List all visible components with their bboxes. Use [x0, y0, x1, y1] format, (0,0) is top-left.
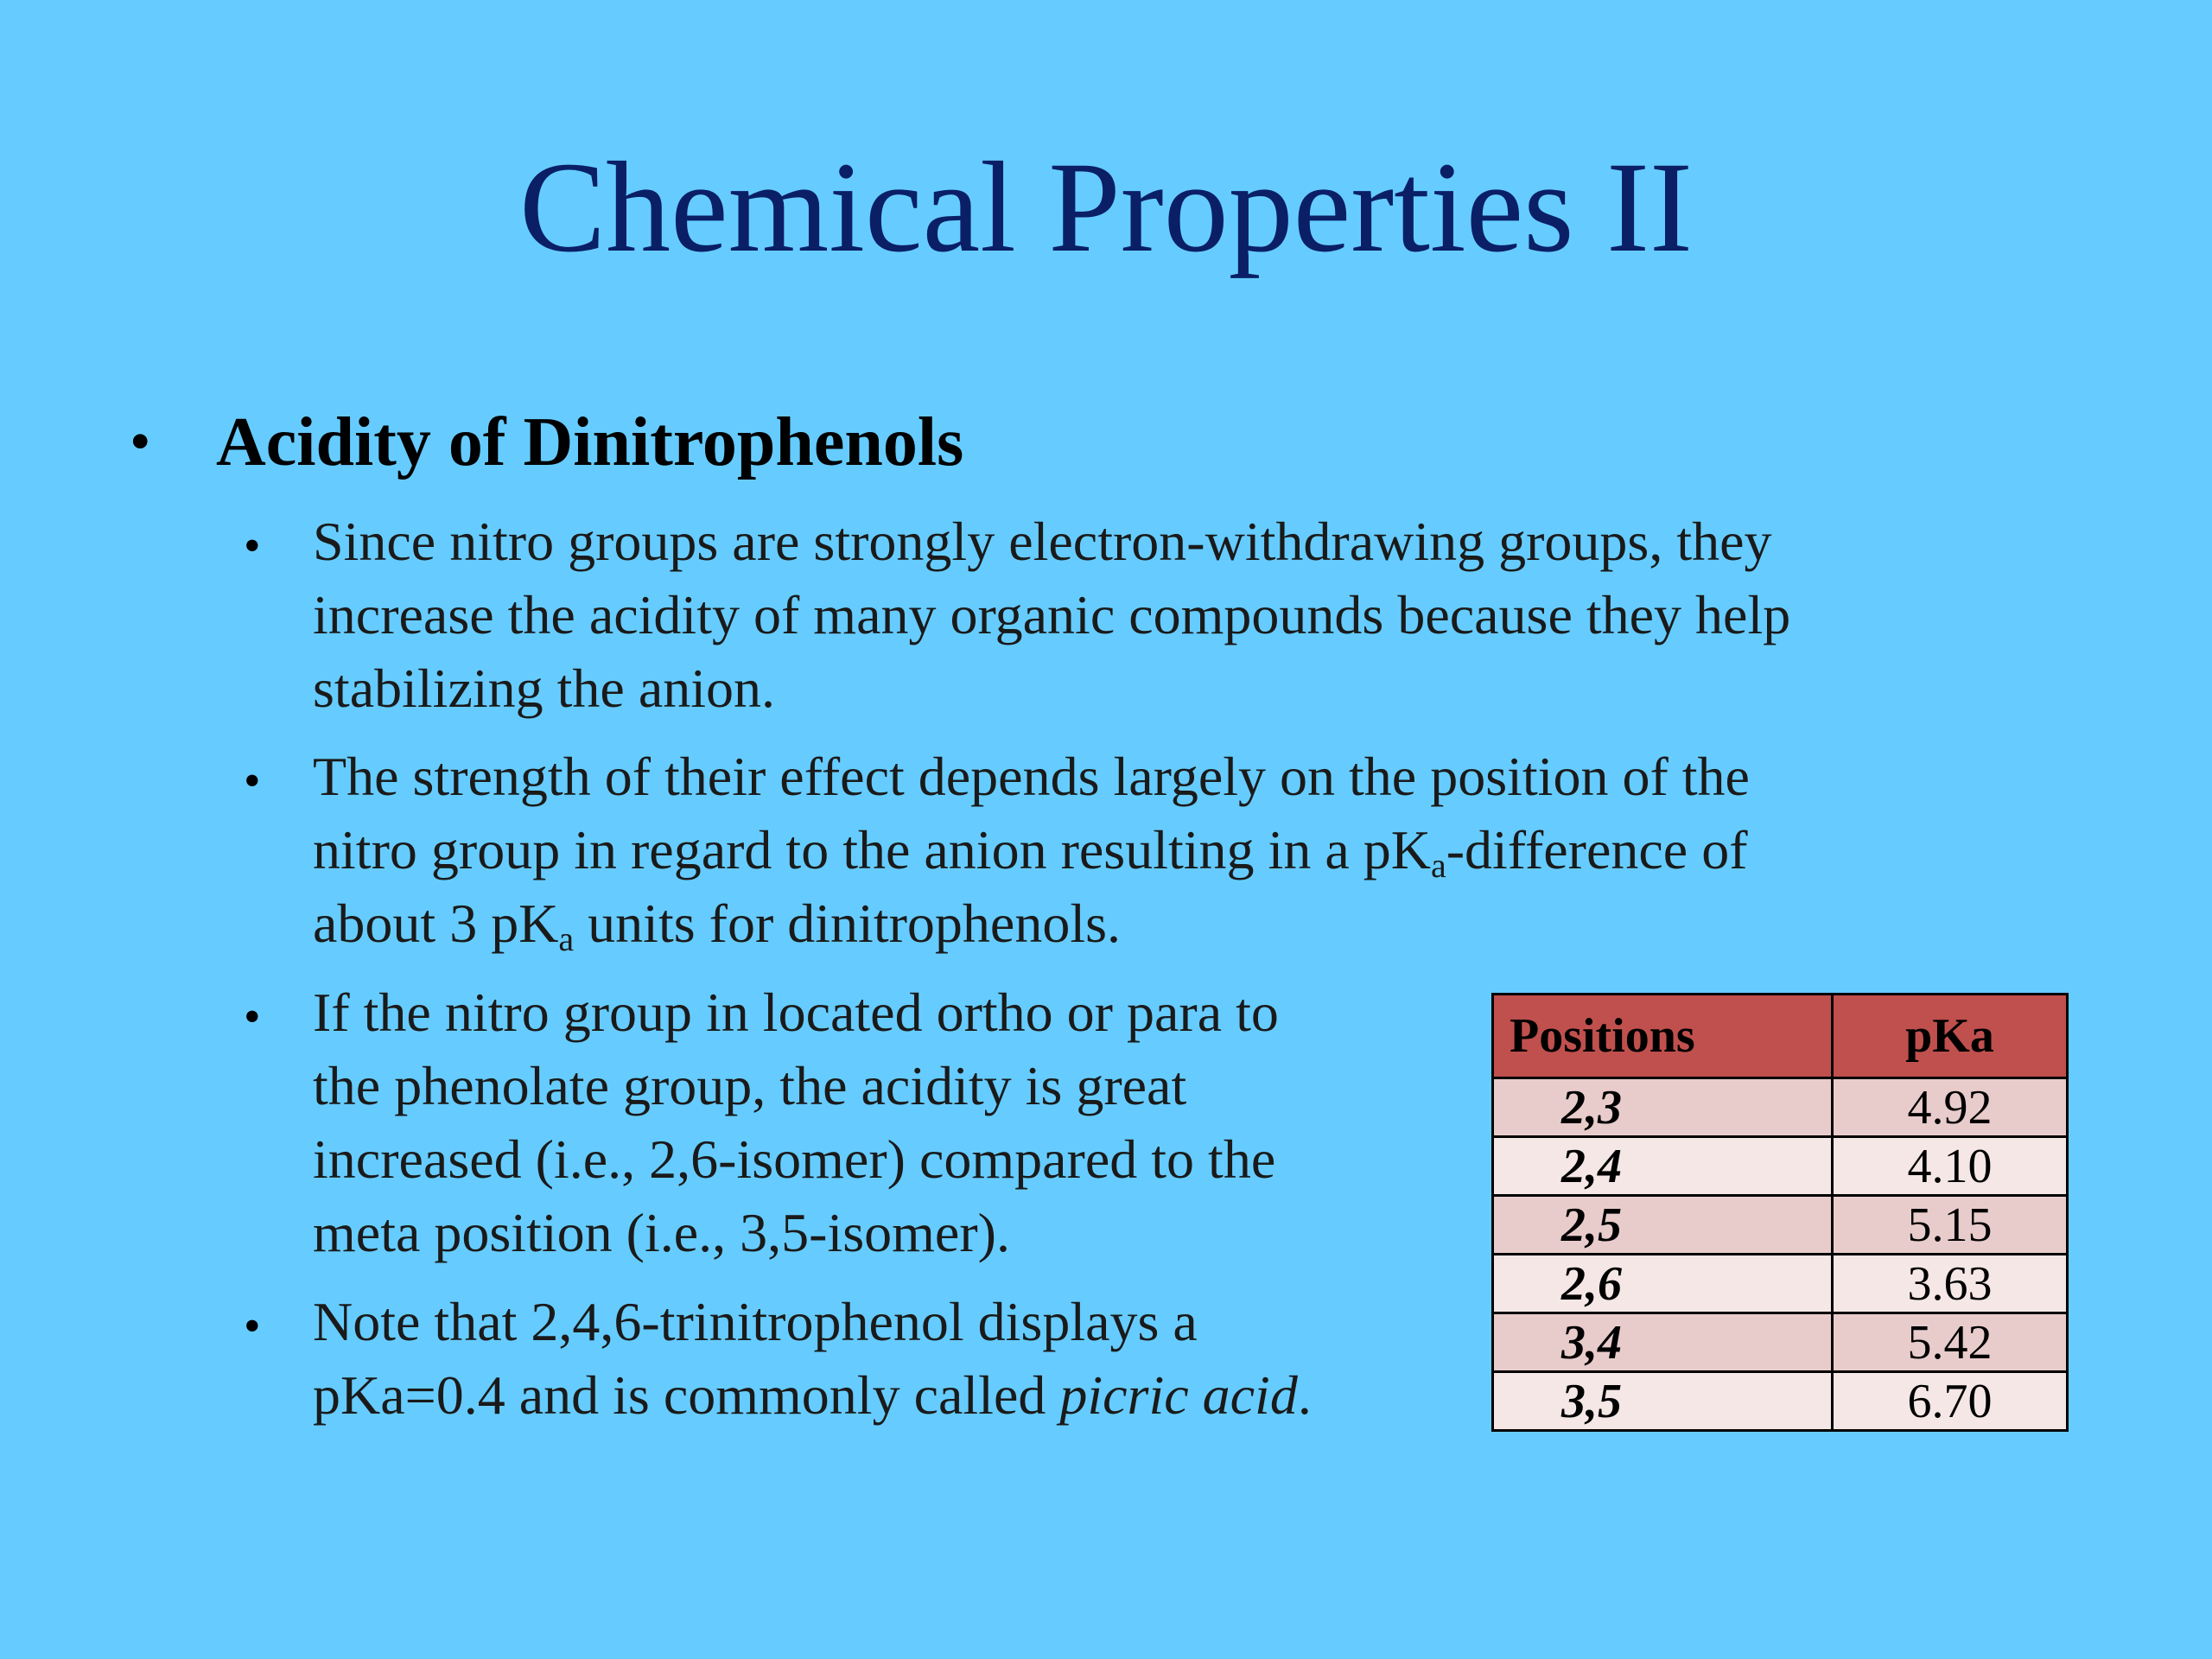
- pka-table: [1491, 993, 2069, 1432]
- paragraph-line: stabilizing the anion.: [313, 658, 775, 719]
- text-segment: -difference of: [1446, 819, 1748, 880]
- pka-cell: 5.42: [1833, 1313, 2068, 1372]
- text-segment: nitro group in regard to the anion resulting in a pK: [313, 819, 1431, 880]
- bullet-paragraph-4: [313, 1285, 1312, 1432]
- paragraph-line: meta position (i.e., 3,5-isomer).: [313, 1202, 1010, 1263]
- bullet-paragraph-1: [313, 505, 1790, 725]
- table-row: [1493, 1313, 2068, 1372]
- paragraph-line: the phenolate group, the acidity is great: [313, 1055, 1187, 1116]
- table-row: [1493, 1372, 2068, 1431]
- pka-cell: 6.70: [1833, 1372, 2068, 1431]
- column-header-pka: pKa: [1833, 995, 2068, 1078]
- paragraph-line: [313, 1358, 1312, 1432]
- paragraph-line: The strength of their effect depends largely on the position of the: [313, 746, 1750, 807]
- table-header-row: [1493, 995, 2068, 1078]
- subscript: a: [1430, 846, 1446, 885]
- bullet-icon: •: [244, 990, 261, 1044]
- position-cell: 3,4: [1493, 1313, 1833, 1372]
- table-row: [1493, 1078, 2068, 1137]
- bullet-icon: •: [244, 519, 261, 573]
- pka-cell: 4.92: [1833, 1078, 2068, 1137]
- section-heading: Acidity of Dinitrophenols: [216, 404, 964, 480]
- bullet-icon: •: [244, 1300, 261, 1353]
- position-cell: 2,6: [1493, 1255, 1833, 1313]
- text-segment: .: [1297, 1364, 1312, 1426]
- text-segment: pKa=0.4 and is commonly called: [313, 1364, 1060, 1426]
- bullet-paragraph-2: [313, 740, 1750, 960]
- pka-cell: 3.63: [1833, 1255, 2068, 1313]
- paragraph-line: If the nitro group in located ortho or para to: [313, 982, 1279, 1043]
- text-segment: units for dinitrophenols.: [574, 893, 1122, 954]
- column-header-positions: Positions: [1493, 995, 1833, 1078]
- paragraph-line: Note that 2,4,6-trinitrophenol displays a: [313, 1291, 1198, 1352]
- paragraph-line: Since nitro groups are strongly electron-withdrawing groups, they: [313, 511, 1772, 572]
- pka-cell: 4.10: [1833, 1137, 2068, 1196]
- pka-cell: 5.15: [1833, 1196, 2068, 1255]
- table-row: [1493, 1196, 2068, 1255]
- paragraph-line: [313, 813, 1750, 887]
- paragraph-line: increased (i.e., 2,6-isomer) compared to the: [313, 1128, 1276, 1190]
- italic-term: picric acid: [1059, 1364, 1298, 1426]
- table-row: [1493, 1137, 2068, 1196]
- bullet-paragraph-3: [313, 976, 1279, 1269]
- subscript: a: [558, 919, 575, 958]
- position-cell: 2,5: [1493, 1196, 1833, 1255]
- bullet-icon: •: [244, 754, 261, 808]
- paragraph-line: [313, 887, 1750, 960]
- bullet-icon: •: [130, 409, 151, 475]
- text-segment: about 3 pK: [313, 893, 559, 954]
- slide-title: Chemical Properties II: [519, 136, 1693, 279]
- position-cell: 3,5: [1493, 1372, 1833, 1431]
- position-cell: 2,4: [1493, 1137, 1833, 1196]
- paragraph-line: increase the acidity of many organic compounds because they help: [313, 584, 1791, 645]
- position-cell: 2,3: [1493, 1078, 1833, 1137]
- table-row: [1493, 1255, 2068, 1313]
